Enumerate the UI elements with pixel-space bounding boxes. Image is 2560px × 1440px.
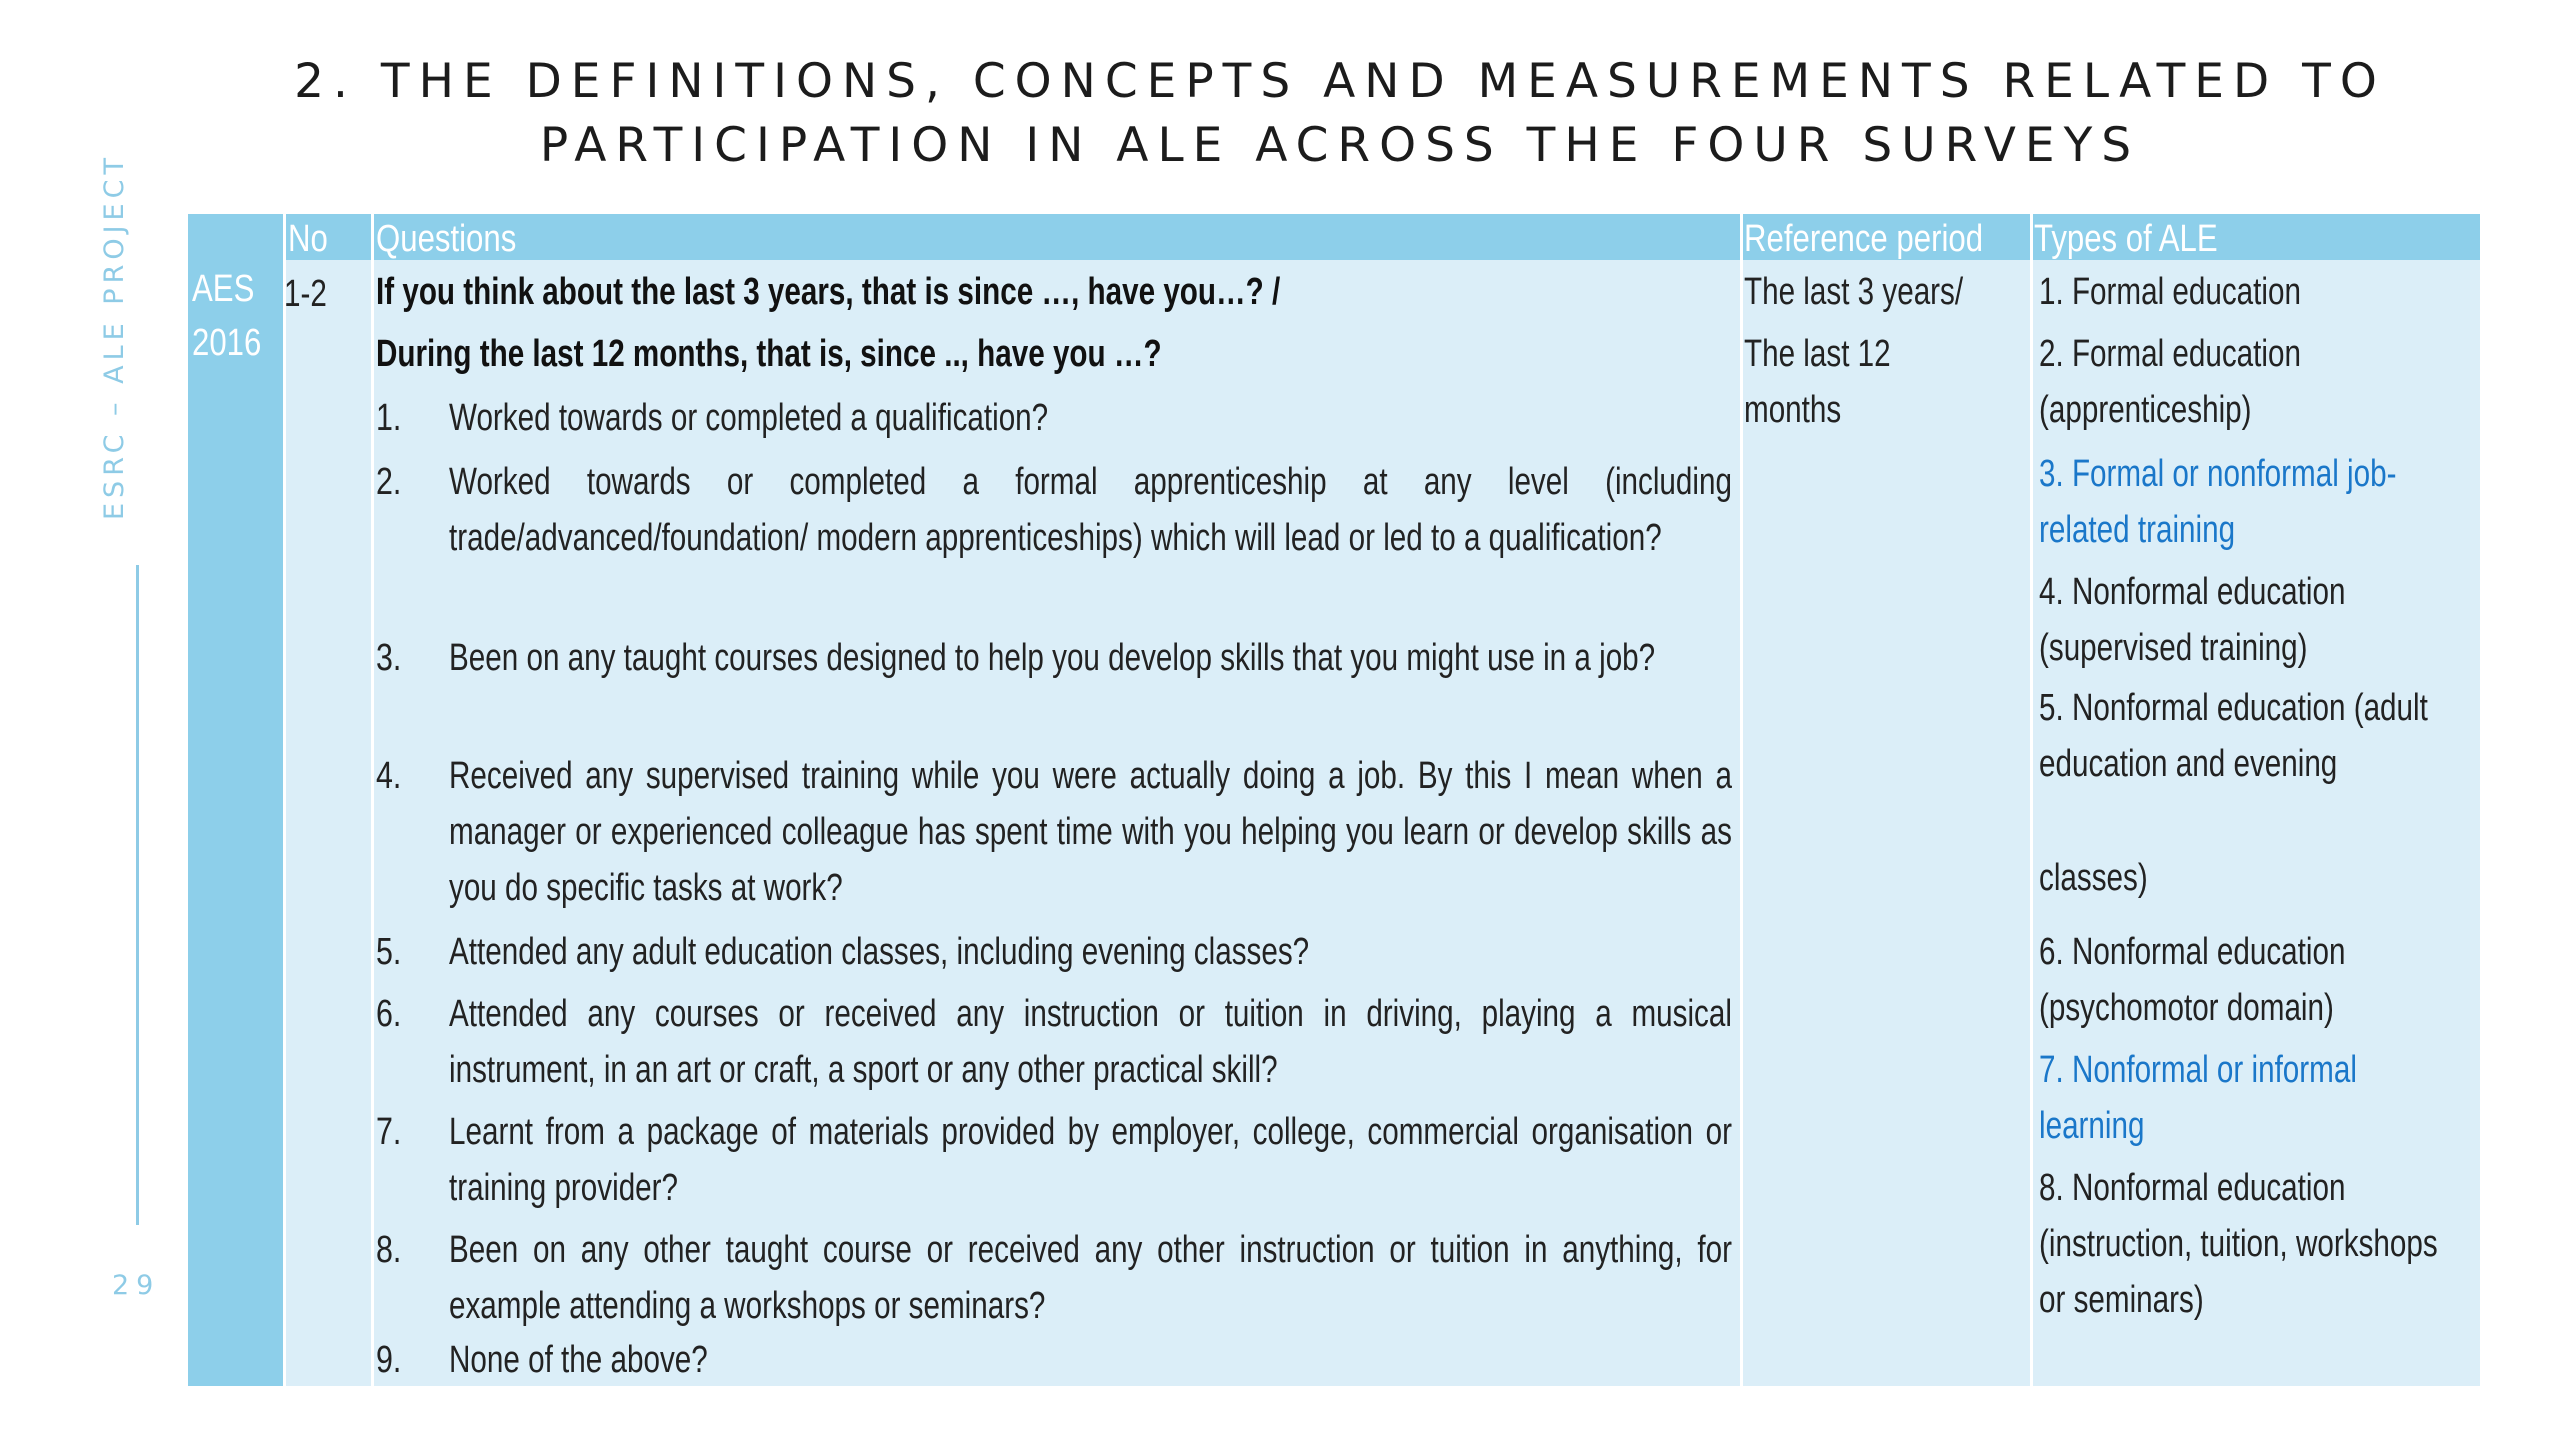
reference-line-2: The last 12 <box>1744 333 1891 375</box>
survey-name: AES <box>192 268 255 310</box>
side-label: ESRC – ALE PROJECT <box>99 153 130 520</box>
type-item: 2. Formal education (apprenticeship) <box>2039 333 2301 431</box>
header-no: No <box>288 218 328 260</box>
list-item: Worked towards or completed a formal apprenticeship at any level (including trade/advanced/foundation/ modern apprenticeships) which will lead or led to a qualification? <box>449 461 1732 559</box>
list-item: Worked towards or completed a qualification? <box>449 397 1049 439</box>
item-number: 7. <box>376 1111 402 1153</box>
side-divider-line <box>136 565 139 1225</box>
item-number: 4. <box>376 755 402 797</box>
list-item: Received any supervised training while you were actually doing a job. By this I mean when a manager or experienced colleague has spent time with you helping you learn or develop skills as you do specific tasks at work? <box>449 755 1732 909</box>
item-number: 2. <box>376 461 402 503</box>
item-number: 8. <box>376 1229 402 1271</box>
slide-title <box>190 50 2490 178</box>
list-item: Been on any taught courses designed to help you develop skills that you might use in a job? <box>449 637 1656 679</box>
survey-cell <box>188 260 283 1386</box>
type-item: 1. Formal education <box>2039 271 2301 313</box>
type-item: 4. Nonformal education (supervised training) <box>2039 571 2346 669</box>
list-item: None of the above? <box>449 1339 708 1381</box>
title-line-2: PARTICIPATION IN ALE ACROSS THE FOUR SURVEYS <box>539 118 2141 173</box>
list-item: Attended any courses or received any instruction or tuition in driving, playing a musical instrument, in an art or craft, a sport or any other practical skill? <box>449 993 1732 1091</box>
intro-line-1: If you think about the last 3 years, that is since …, have you…? / <box>376 271 1281 313</box>
list-item: Attended any adult education classes, including evening classes? <box>449 931 1310 973</box>
types-column <box>2034 214 2480 1386</box>
item-number: 3. <box>376 637 402 679</box>
item-number: 5. <box>376 931 402 973</box>
intro-line-2: During the last 12 months, that is, since .., have you …? <box>376 333 1162 375</box>
item-number: 1. <box>376 397 402 439</box>
type-item-highlighted: 3. Formal or nonformal job-related training <box>2039 453 2397 551</box>
item-number: 9. <box>376 1339 402 1381</box>
type-item: 8. Nonformal education (instruction, tuition, workshops or seminars) <box>2039 1167 2438 1321</box>
type-item: 6. Nonformal education (psychomotor domain) <box>2039 931 2346 1029</box>
header-reference-period: Reference period <box>1744 218 1984 260</box>
reference-line-3: months <box>1744 389 1842 431</box>
item-number: 6. <box>376 993 402 1035</box>
type-item: classes) <box>2039 857 2148 899</box>
list-item: Been on any other taught course or received any other instruction or tuition in anything, for example attending a workshops or seminars? <box>449 1229 1732 1327</box>
type-item: 5. Nonformal education (adult education and evening <box>2039 687 2428 785</box>
header-questions: Questions <box>376 218 517 260</box>
type-item-highlighted: 7. Nonformal or informal learning <box>2039 1049 2357 1147</box>
list-item: Learnt from a package of materials provided by employer, college, commercial organisation or training provider? <box>449 1111 1732 1209</box>
question-number: 1-2 <box>284 273 327 315</box>
page-number: 29 <box>112 1270 161 1301</box>
header-types-of-ale: Types of ALE <box>2034 218 2218 260</box>
title-line-1: 2. THE DEFINITIONS, CONCEPTS AND MEASUREMENTS RELATED TO <box>294 54 2386 109</box>
definitions-table <box>188 214 2480 1386</box>
reference-line-1: The last 3 years/ <box>1744 271 1964 313</box>
survey-year: 2016 <box>192 322 262 364</box>
